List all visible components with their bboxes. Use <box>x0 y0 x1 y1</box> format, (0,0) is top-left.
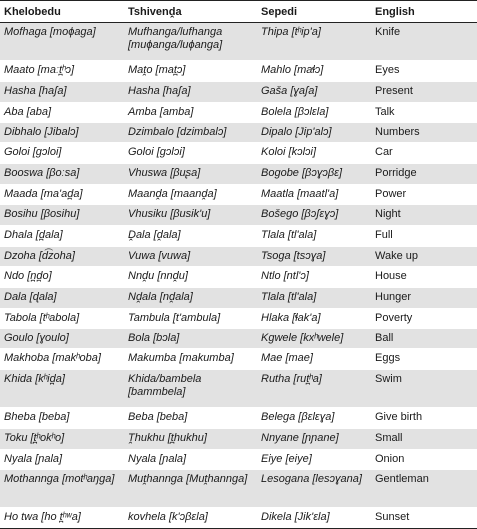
cell-tshivenda: Maṱo [mat̪ɔ] <box>124 61 257 82</box>
cell-english: Onion <box>371 450 477 470</box>
cell-english: Power <box>371 185 477 205</box>
table-body <box>0 23 477 529</box>
table-row <box>0 508 477 529</box>
table-row <box>0 267 477 288</box>
cell-khelobedu: Nyala [ɲala] <box>0 450 124 470</box>
cell-english: Talk <box>371 103 477 123</box>
cell-tshivenda: Vhusiku [βusik'u] <box>124 205 257 226</box>
cell-sepedi: Kgwele [kxʰwele] <box>257 329 371 349</box>
table-row <box>0 164 477 185</box>
cell-khelobedu: Hasha [haʃa] <box>0 82 124 103</box>
cell-english: Numbers <box>371 123 477 143</box>
cell-sepedi: Dikela [Jik'ɛla] <box>257 508 371 529</box>
cell-sepedi: Nnyane [ɲɲane] <box>257 429 371 450</box>
cell-khelobedu: Booswa [βoːsa] <box>0 164 124 185</box>
cell-english: Give birth <box>371 408 477 429</box>
cell-english: Car <box>371 143 477 164</box>
cell-english: Swim <box>371 370 477 408</box>
cell-english: Poverty <box>371 309 477 329</box>
cell-sepedi: Gaša [ɣaʃa] <box>257 82 371 103</box>
table-row <box>0 123 477 143</box>
table-row <box>0 61 477 82</box>
cell-sepedi: Mae [mae] <box>257 349 371 370</box>
cell-tshivenda: Makumba [makumba] <box>124 349 257 370</box>
cell-khelobedu: Mofhaga [moɸaga] <box>0 23 124 61</box>
cell-tshivenda: kovhela [k'ɔβɛla] <box>124 508 257 529</box>
cell-english: Eggs <box>371 349 477 370</box>
header-sepedi: Sepedi <box>257 1 371 23</box>
cell-khelobedu: Dzoha [d͡zoha] <box>0 247 124 267</box>
cell-khelobedu: Dala [ɖala] <box>0 288 124 309</box>
cell-khelobedu: Makhoba [makʰoba] <box>0 349 124 370</box>
table-row <box>0 288 477 309</box>
cell-english: Hunger <box>371 288 477 309</box>
cell-tshivenda: Vuwa [vuwa] <box>124 247 257 267</box>
cell-khelobedu: Bheba [beba] <box>0 408 124 429</box>
cell-sepedi: Ntlo [ntl'ɔ] <box>257 267 371 288</box>
cell-khelobedu: Maada [ma'ad̪a] <box>0 185 124 205</box>
cell-tshivenda: Nyala [ɲala] <box>124 450 257 470</box>
cell-tshivenda: Tambula [t'ambula] <box>124 309 257 329</box>
cell-sepedi: Tsoga [tsɔɣa] <box>257 247 371 267</box>
table-row <box>0 450 477 470</box>
cell-sepedi: Bolela [βɔlɛla] <box>257 103 371 123</box>
cell-sepedi: Bošego [βɔʃɛɣɔ] <box>257 205 371 226</box>
cell-sepedi: Eiye [eiye] <box>257 450 371 470</box>
cell-tshivenda: Beba [beba] <box>124 408 257 429</box>
cell-khelobedu: Dhala [d̪ala] <box>0 226 124 247</box>
cell-khelobedu: Goulo [ɣoulo] <box>0 329 124 349</box>
header-row <box>0 1 477 23</box>
cell-khelobedu: Dibhalo [Jibalɔ] <box>0 123 124 143</box>
cell-english: House <box>371 267 477 288</box>
cell-khelobedu: Mothannga [motʰaŋga] <box>0 470 124 508</box>
cell-tshivenda: Mufhanga/lufhanga [muɸanga/luɸanga] <box>124 23 257 61</box>
cell-tshivenda: Nḓala [nḓala] <box>124 288 257 309</box>
table-row <box>0 205 477 226</box>
cell-tshivenda: Nnḓu [nnḓu] <box>124 267 257 288</box>
header-english: English <box>371 1 477 23</box>
cell-tshivenda: Dzimbalo [dzimbalɔ] <box>124 123 257 143</box>
table-row <box>0 370 477 408</box>
table-row <box>0 309 477 329</box>
cell-english: Porridge <box>371 164 477 185</box>
cell-sepedi: Lesogana [lesɔɣana] <box>257 470 371 508</box>
cell-tshivenda: Ḓala [ḓala] <box>124 226 257 247</box>
cell-english: Small <box>371 429 477 450</box>
cell-khelobedu: Tabola [tʰabola] <box>0 309 124 329</box>
table-row <box>0 429 477 450</box>
cell-english: Knife <box>371 23 477 61</box>
cell-sepedi: Bogobe [βɔɣɔβɛ] <box>257 164 371 185</box>
cell-sepedi: Dipalo [Jip'alɔ] <box>257 123 371 143</box>
table-row <box>0 23 477 61</box>
cell-sepedi: Rutha [rut̪ʰa] <box>257 370 371 408</box>
cell-english: Eyes <box>371 61 477 82</box>
table-row <box>0 226 477 247</box>
cell-khelobedu: Bosihu [βosihu] <box>0 205 124 226</box>
cell-khelobedu: Goloi [gɔloi] <box>0 143 124 164</box>
cell-tshivenda: Hasha [haʃa] <box>124 82 257 103</box>
cell-english: Present <box>371 82 477 103</box>
table-row <box>0 143 477 164</box>
cell-tshivenda: Maanḓa [maanḓa] <box>124 185 257 205</box>
cell-tshivenda: Ṱhukhu [t̪hukhu] <box>124 429 257 450</box>
cell-english: Wake up <box>371 247 477 267</box>
cell-khelobedu: Ho twa [ho t̪ʰʷa] <box>0 508 124 529</box>
cell-english: Ball <box>371 329 477 349</box>
table-row <box>0 185 477 205</box>
cell-tshivenda: Khida/bambela [bammbela] <box>124 370 257 408</box>
cell-english: Night <box>371 205 477 226</box>
cell-sepedi: Maatla [maatl'a] <box>257 185 371 205</box>
cell-english: Full <box>371 226 477 247</box>
cell-tshivenda: Amba [amba] <box>124 103 257 123</box>
cell-english: Sunset <box>371 508 477 529</box>
cell-tshivenda: Vhuswa [βuʂa] <box>124 164 257 185</box>
cell-sepedi: Belega [βɛlɛɣa] <box>257 408 371 429</box>
cell-sepedi: Tlala [tl'ala] <box>257 226 371 247</box>
cell-sepedi: Thipa [tʰip'a] <box>257 23 371 61</box>
cell-tshivenda: Muṱhannga [Muṱhannga] <box>124 470 257 508</box>
table-row <box>0 82 477 103</box>
header-tshivenda: Tshivenḓa <box>124 1 257 23</box>
cell-khelobedu: Toku [t̪ʰokʰo] <box>0 429 124 450</box>
header-khelobedu: Khelobedu <box>0 1 124 23</box>
cell-sepedi: Mahlo [maɬɔ] <box>257 61 371 82</box>
cell-khelobedu: Ndo [n̪d̪o] <box>0 267 124 288</box>
table-row <box>0 247 477 267</box>
cell-sepedi: Hlaka [ɬak'a] <box>257 309 371 329</box>
cell-tshivenda: Bola [bɔla] <box>124 329 257 349</box>
cell-tshivenda: Goloi [gɔlɔi] <box>124 143 257 164</box>
table-row <box>0 408 477 429</box>
cell-sepedi: Tlala [tl'ala] <box>257 288 371 309</box>
table-row <box>0 470 477 508</box>
cell-khelobedu: Maato [maːt̪ʰɔ] <box>0 61 124 82</box>
cell-khelobedu: Aba [aba] <box>0 103 124 123</box>
cell-khelobedu: Khida [kʰid̪a] <box>0 370 124 408</box>
table-row <box>0 329 477 349</box>
cell-sepedi: Koloi [kɔlɔi] <box>257 143 371 164</box>
table-row <box>0 103 477 123</box>
table-row <box>0 349 477 370</box>
cell-english: Gentleman <box>371 470 477 508</box>
